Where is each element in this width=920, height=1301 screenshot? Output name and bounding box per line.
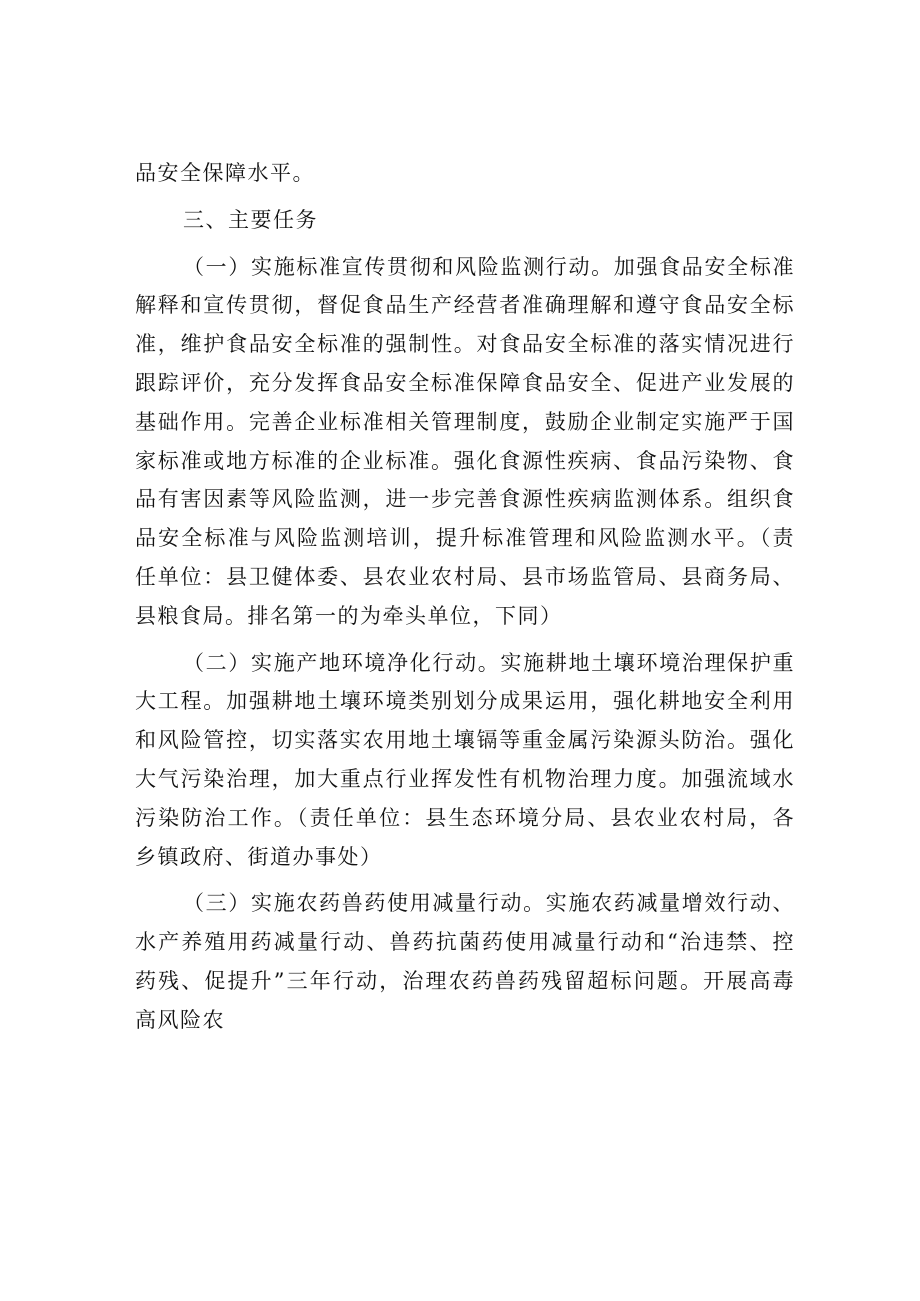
paragraph-task-1: （一）实施标准宣传贯彻和风险监测行动。加强食品安全标准解释和宣传贯彻，督促食品生产经营者准确理解和遵守食品安全标准，维护食品安全标准的强制性。对食品安全标准的落实情况进行跟踪评价，充分发挥食品安全标准保障食品安全、促进产业发展的基础作用。完善企业标准相关管理制度，鼓励企业制定实施严于国家标准或地方标准的企业标准。强化食源性疾病、食品污染物、食品有害因素等风险监测，进一步完善食源性疾病监测体系。组织食品安全标准与风险监测培训，提升标准管理和风险监测水平。（责任单位：县卫健体委、县农业农村局、县市场监管局、县商务局、县粮食局。排名第一的为牵头单位，下同） [135, 254, 795, 628]
section-heading: 三、主要任务 [183, 207, 318, 232]
paragraph-task-2: （二）实施产地环境净化行动。实施耕地土壤环境治理保护重大工程。加强耕地土壤环境类别划分成果运用，强化耕地安全利用和风险管控，切实落实农用地土壤镉等重金属污染源头防治。强化大气污染治理，加大重点行业挥发性有机物治理力度。加强流域水污染防治工作。（责任单位：县生态环境分局、县农业农村局，各乡镇政府、街道办事处） [135, 650, 795, 869]
paragraph-continuation: 品安全保障水平。 [135, 161, 315, 185]
document-body [135, 154, 795, 1040]
paragraph-task-3: （三）实施农药兽药使用减量行动。实施农药减量增效行动、水产养殖用药减量行动、兽药抗菌药使用减量行动和“治违禁、控药残、促提升”三年行动，治理农药兽药残留超标问题。开展高毒高风险农 [135, 891, 795, 1032]
